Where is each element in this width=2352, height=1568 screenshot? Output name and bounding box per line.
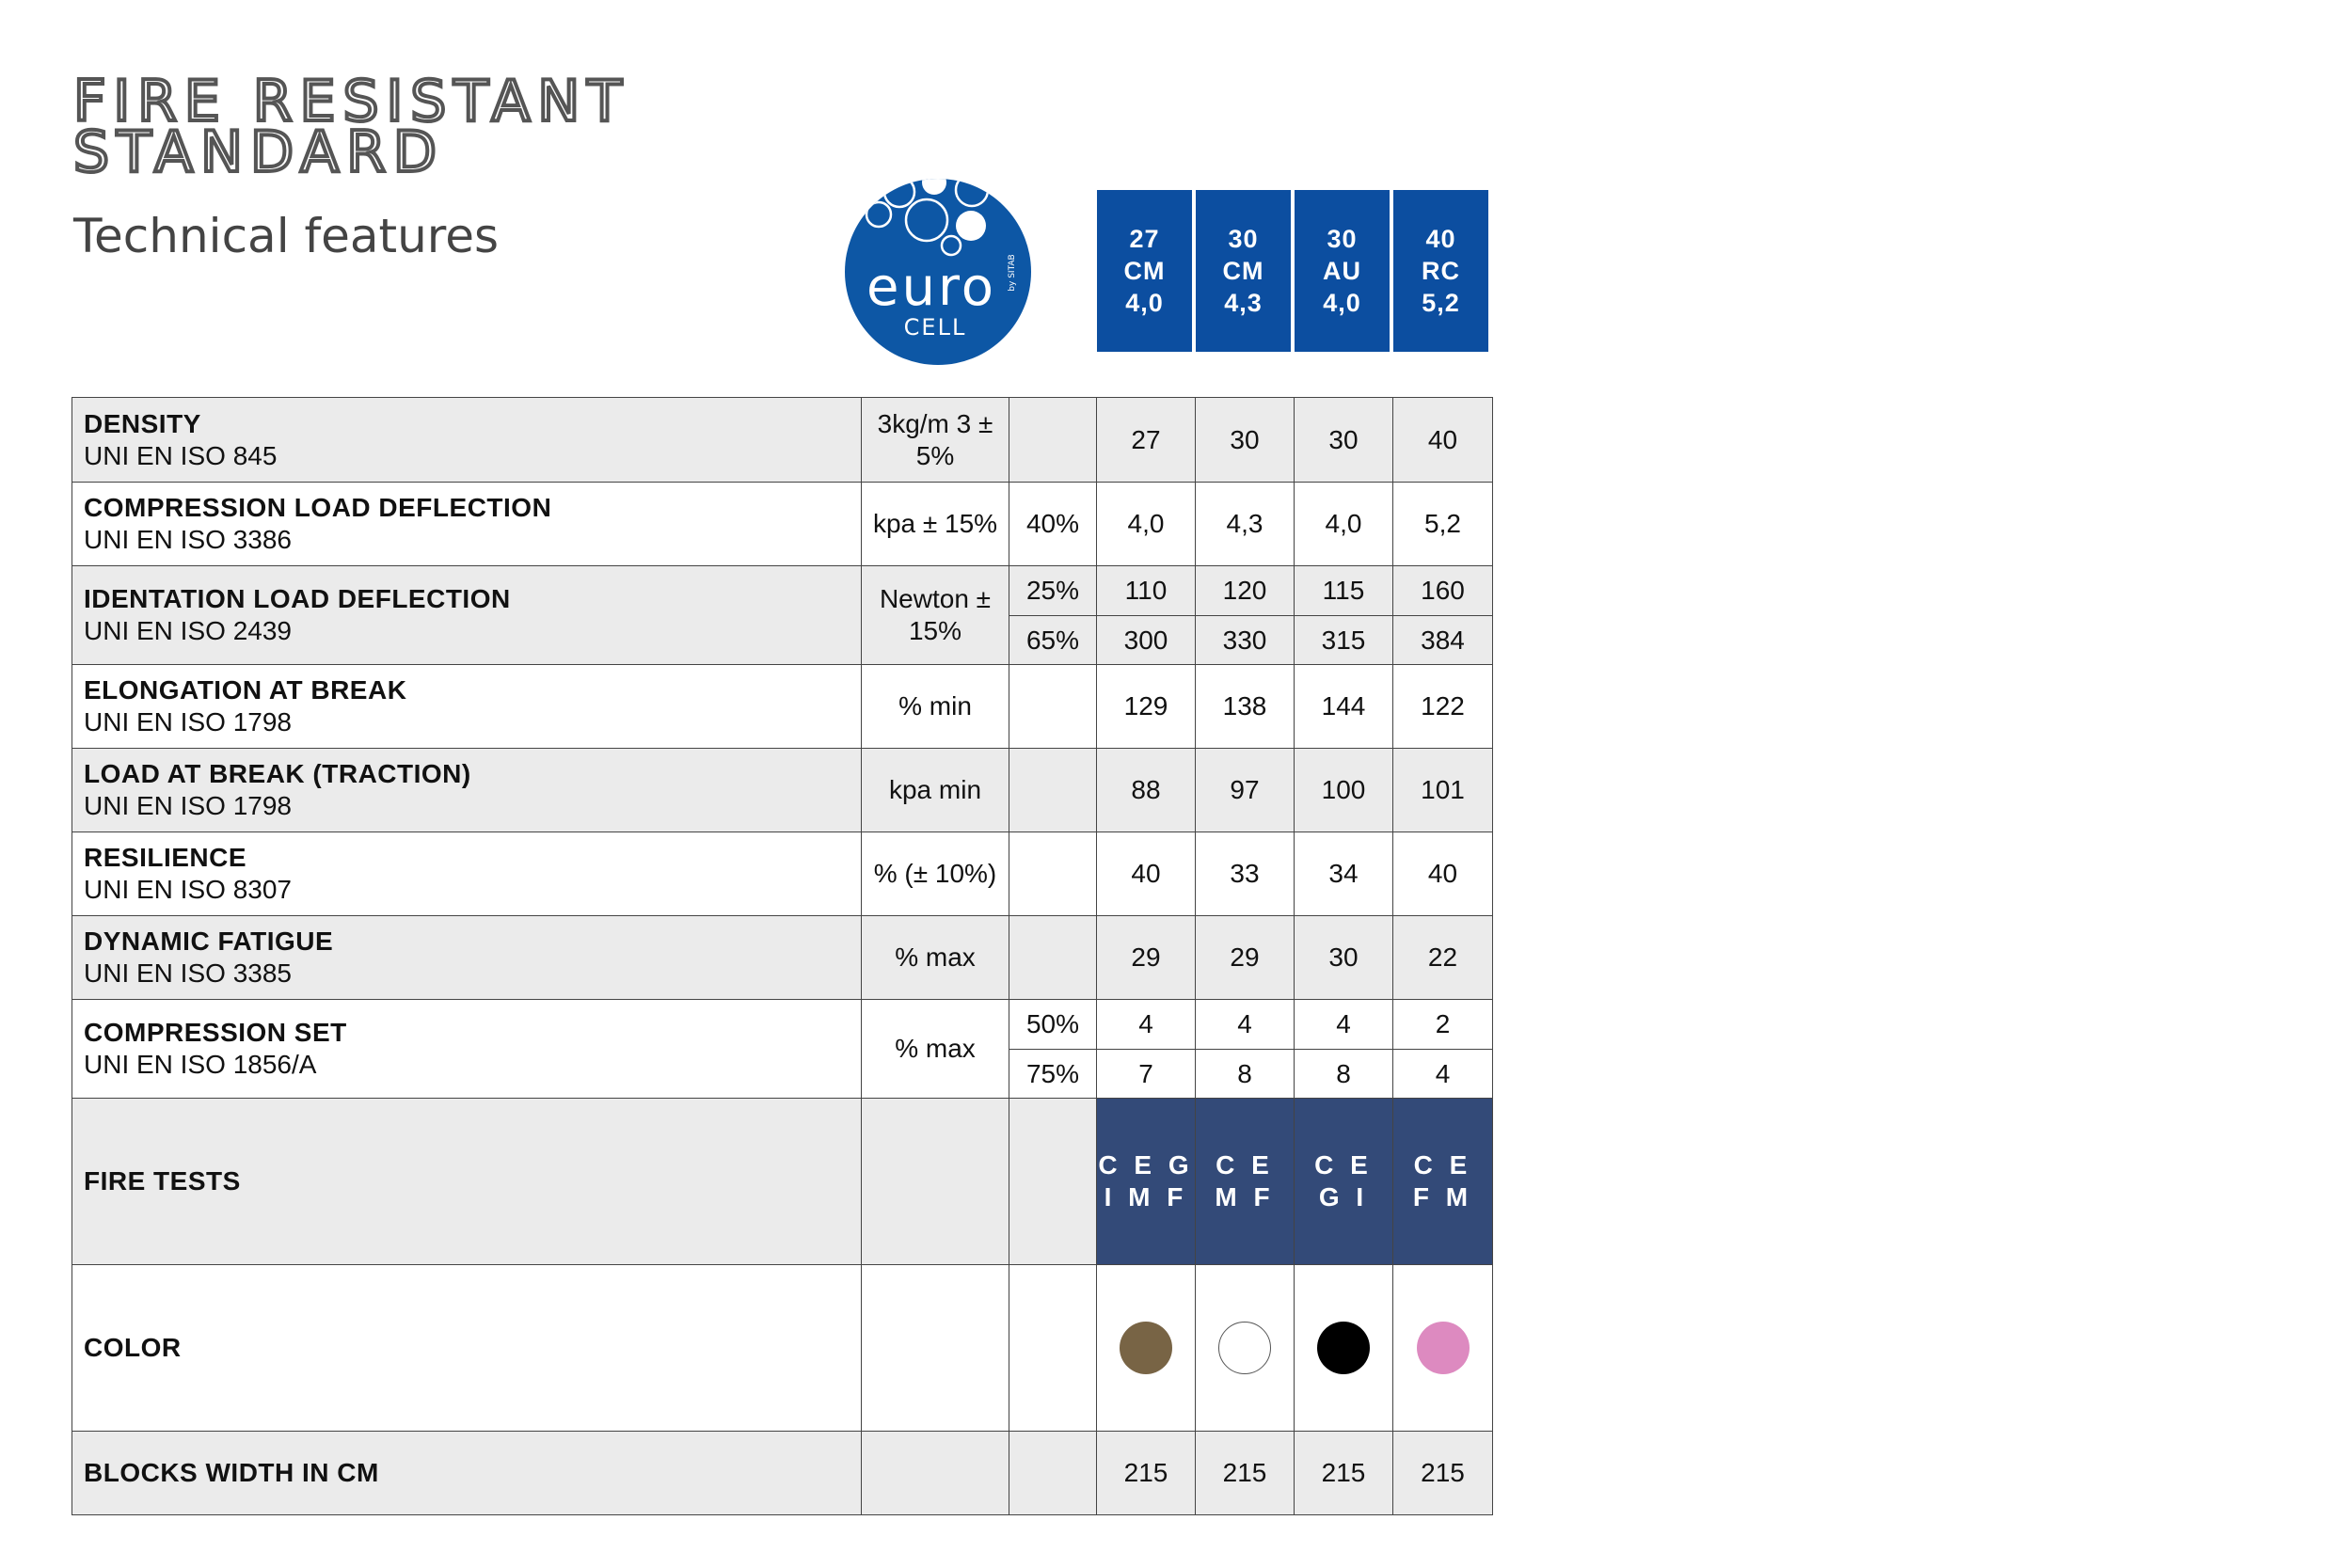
property-cell	[72, 665, 862, 749]
property-standard: UNI EN ISO 1856/A	[84, 1050, 317, 1079]
table-row-load-at-break	[72, 749, 1493, 832]
table-row-resilience	[72, 832, 1493, 916]
sub-cell: 40%	[1009, 483, 1097, 566]
sub-cell	[1009, 916, 1097, 1000]
table-row-identation-load-deflection	[72, 566, 1493, 616]
sub-cell	[1009, 665, 1097, 749]
column-header-1: 27 CM 4,0	[1097, 190, 1192, 352]
color-cell	[1097, 1265, 1196, 1432]
unit-cell	[862, 1432, 1009, 1515]
property-standard: UNI EN ISO 845	[84, 440, 278, 470]
sub-cell	[1009, 832, 1097, 916]
property-name: IDENTATION LOAD DEFLECTION	[84, 584, 511, 613]
value-cell: 110	[1097, 566, 1196, 616]
sub-cell	[1009, 1265, 1097, 1432]
property-name: COLOR	[84, 1333, 182, 1362]
table-row-density	[72, 398, 1493, 483]
color-cell	[1196, 1265, 1295, 1432]
property-cell	[72, 832, 862, 916]
fire-test-cell: C E F M	[1393, 1099, 1493, 1265]
property-name: DENSITY	[84, 408, 201, 438]
value-cell: 4	[1393, 1050, 1493, 1099]
logo-sub: CELL	[903, 314, 967, 341]
value-cell: 4	[1097, 1000, 1196, 1050]
unit-cell	[862, 1099, 1009, 1265]
property-cell	[72, 398, 862, 483]
column-header-3: 30 AU 4,0	[1295, 190, 1390, 352]
value-cell: 215	[1393, 1432, 1493, 1515]
property-name: RESILIENCE	[84, 843, 247, 872]
value-cell: 8	[1196, 1050, 1295, 1099]
unit-cell	[862, 1265, 1009, 1432]
value-cell: 8	[1295, 1050, 1393, 1099]
value-cell: 100	[1295, 749, 1393, 832]
value-cell: 33	[1196, 832, 1295, 916]
value-cell: 7	[1097, 1050, 1196, 1099]
value-cell: 29	[1196, 916, 1295, 1000]
value-cell: 300	[1097, 616, 1196, 665]
value-cell: 4	[1196, 1000, 1295, 1050]
sub-cell	[1009, 398, 1097, 483]
property-cell	[72, 1000, 862, 1099]
value-cell: 34	[1295, 832, 1393, 916]
property-name: FIRE TESTS	[84, 1166, 241, 1196]
sub-cell: 65%	[1009, 616, 1097, 665]
table-row-dynamic-fatigue	[72, 916, 1493, 1000]
value-cell: 27	[1097, 398, 1196, 483]
value-cell: 315	[1295, 616, 1393, 665]
unit-cell: % (± 10%)	[862, 832, 1009, 916]
property-cell	[72, 916, 862, 1000]
value-cell: 215	[1196, 1432, 1295, 1515]
color-swatch	[1417, 1322, 1470, 1374]
unit-cell: Newton ± 15%	[862, 566, 1009, 665]
sub-cell: 75%	[1009, 1050, 1097, 1099]
value-cell: 30	[1295, 916, 1393, 1000]
value-cell: 2	[1393, 1000, 1493, 1050]
value-cell: 115	[1295, 566, 1393, 616]
table-row-compression-load-deflection	[72, 483, 1493, 566]
unit-cell: kpa ± 15%	[862, 483, 1009, 566]
value-cell: 29	[1097, 916, 1196, 1000]
value-cell: 30	[1196, 398, 1295, 483]
unit-cell: % max	[862, 1000, 1009, 1099]
table-row-fire-tests	[72, 1099, 1493, 1265]
sub-cell	[1009, 1432, 1097, 1515]
table-row-compression-set	[72, 1000, 1493, 1050]
value-cell: 40	[1097, 832, 1196, 916]
value-cell: 129	[1097, 665, 1196, 749]
unit-cell: % min	[862, 665, 1009, 749]
property-name: BLOCKS WIDTH IN CM	[84, 1458, 379, 1487]
table-row-elongation	[72, 665, 1493, 749]
property-cell	[72, 749, 862, 832]
value-cell: 5,2	[1393, 483, 1493, 566]
property-standard: UNI EN ISO 3385	[84, 958, 292, 988]
value-cell: 330	[1196, 616, 1295, 665]
fire-test-cell: C E G I M F	[1097, 1099, 1196, 1265]
color-swatch	[1317, 1322, 1370, 1374]
property-cell	[72, 1432, 862, 1515]
value-cell: 40	[1393, 832, 1493, 916]
property-cell	[72, 566, 862, 665]
value-cell: 120	[1196, 566, 1295, 616]
value-cell: 22	[1393, 916, 1493, 1000]
sub-cell	[1009, 1099, 1097, 1265]
color-cell	[1393, 1265, 1493, 1432]
value-cell: 101	[1393, 749, 1493, 832]
specs-table	[72, 397, 1493, 1515]
color-swatch	[1218, 1322, 1271, 1374]
value-cell: 40	[1393, 398, 1493, 483]
sub-cell: 50%	[1009, 1000, 1097, 1050]
table-row-color	[72, 1265, 1493, 1432]
value-cell: 215	[1295, 1432, 1393, 1515]
page-title-line2: STANDARD	[73, 119, 445, 185]
value-cell: 4,0	[1097, 483, 1196, 566]
value-cell: 88	[1097, 749, 1196, 832]
unit-cell: % max	[862, 916, 1009, 1000]
value-cell: 384	[1393, 616, 1493, 665]
color-cell	[1295, 1265, 1393, 1432]
column-header-4: 40 RC 5,2	[1393, 190, 1488, 352]
logo-word: euro	[866, 257, 996, 318]
sub-cell	[1009, 749, 1097, 832]
property-name: LOAD AT BREAK (TRACTION)	[84, 759, 471, 788]
property-standard: UNI EN ISO 1798	[84, 707, 292, 736]
fire-test-cell: C E M F	[1196, 1099, 1295, 1265]
value-cell: 30	[1295, 398, 1393, 483]
property-standard: UNI EN ISO 3386	[84, 525, 292, 554]
color-swatch	[1120, 1322, 1172, 1374]
unit-cell: 3kg/m 3 ± 5%	[862, 398, 1009, 483]
value-cell: 122	[1393, 665, 1493, 749]
column-header-2: 30 CM 4,3	[1196, 190, 1291, 352]
value-cell: 4,3	[1196, 483, 1295, 566]
value-cell: 4	[1295, 1000, 1393, 1050]
property-standard: UNI EN ISO 2439	[84, 616, 292, 645]
value-cell: 144	[1295, 665, 1393, 749]
property-cell	[72, 483, 862, 566]
property-standard: UNI EN ISO 1798	[84, 791, 292, 820]
value-cell: 160	[1393, 566, 1493, 616]
value-cell: 97	[1196, 749, 1295, 832]
property-name: COMPRESSION SET	[84, 1018, 347, 1047]
property-cell	[72, 1099, 862, 1265]
property-name: ELONGATION AT BREAK	[84, 675, 407, 705]
logo-by: by SITAB	[1008, 254, 1017, 292]
property-cell	[72, 1265, 862, 1432]
property-standard: UNI EN ISO 8307	[84, 875, 292, 904]
property-name: COMPRESSION LOAD DEFLECTION	[84, 493, 552, 522]
property-name: DYNAMIC FATIGUE	[84, 927, 334, 956]
unit-cell: kpa min	[862, 749, 1009, 832]
value-cell: 4,0	[1295, 483, 1393, 566]
eurocell-logo	[845, 179, 1031, 365]
page-subtitle: Technical features	[73, 209, 500, 263]
value-cell: 138	[1196, 665, 1295, 749]
fire-test-cell: C E G I	[1295, 1099, 1393, 1265]
table-row-blocks-width	[72, 1432, 1493, 1515]
sub-cell: 25%	[1009, 566, 1097, 616]
value-cell: 215	[1097, 1432, 1196, 1515]
page-title-line1: FIRE RESISTANT	[73, 69, 629, 135]
